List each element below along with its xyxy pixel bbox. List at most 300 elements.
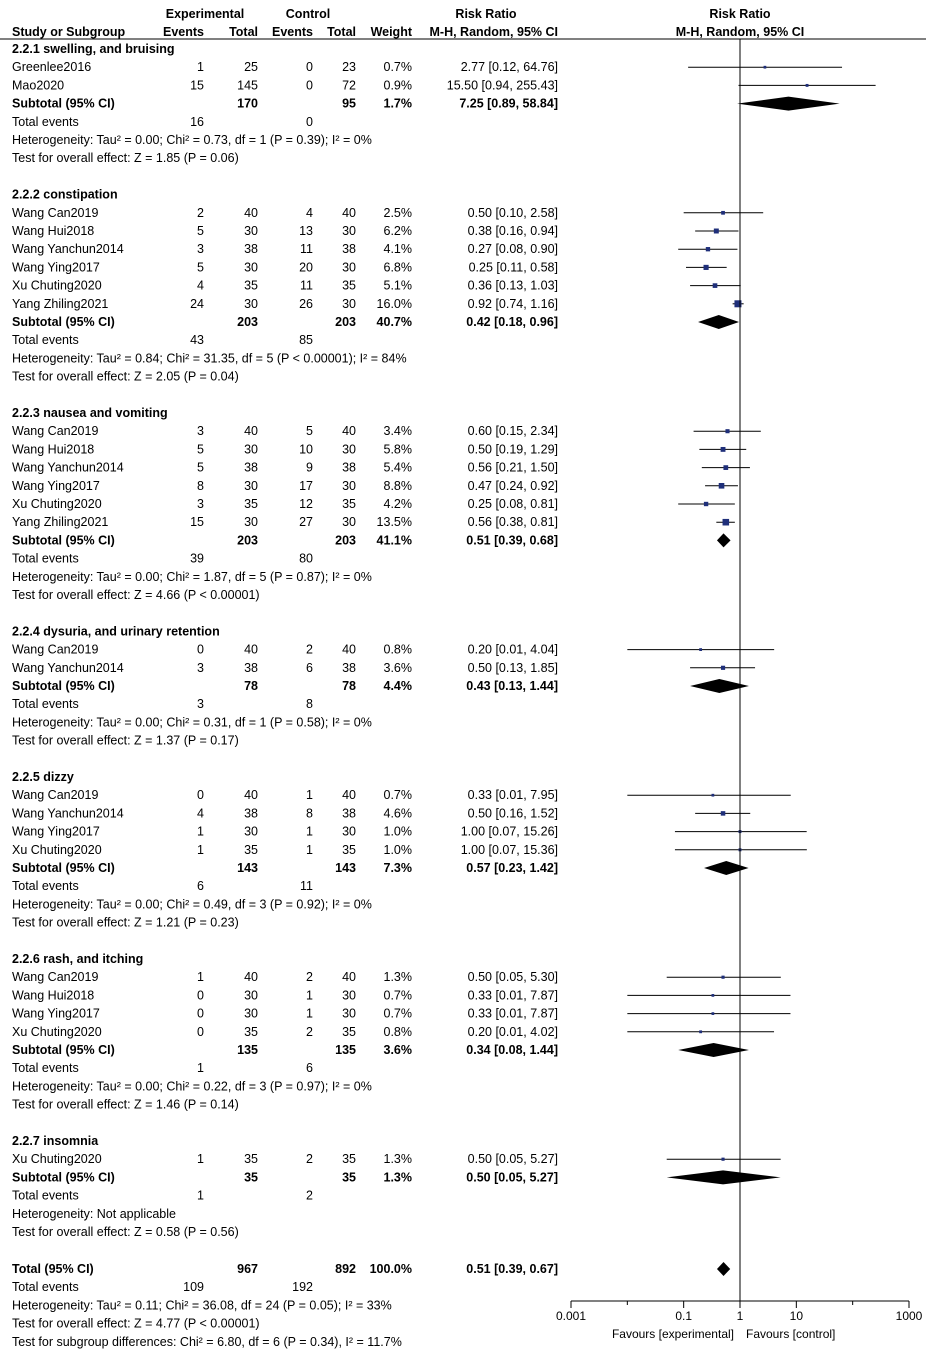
study-exp-events: 4: [197, 278, 204, 293]
study-ci-text: 0.20 [0.01, 4.02]: [467, 1024, 558, 1039]
header-exp-total: Total: [229, 25, 258, 39]
footer-line: Test for subgroup differences: Chi² = 6.80, df = 6 (P = 0.34), I² = 11.7%: [12, 1334, 402, 1349]
subtotal-ci-text: 0.50 [0.05, 5.27]: [466, 1170, 558, 1185]
study-ci-text: 0.60 [0.15, 2.34]: [467, 424, 558, 439]
study-exp-events: 3: [197, 424, 204, 439]
header-study: Study or Subgroup: [12, 25, 126, 39]
study-point-marker: [712, 994, 715, 997]
study-exp-total: 40: [244, 642, 258, 657]
study-ctl-events: 2: [306, 970, 313, 985]
study-point-marker: [764, 66, 767, 69]
subtotal-diamond: [717, 533, 731, 547]
subtotal-weight: 1.3%: [383, 1170, 412, 1185]
footer-line: Heterogeneity: Tau² = 0.11; Chi² = 36.08, df = 24 (P = 0.05); I² = 33%: [12, 1298, 392, 1313]
study-exp-total: 38: [244, 460, 258, 475]
study-exp-total: 30: [244, 442, 258, 457]
overall-total-events-exp: 109: [183, 1280, 204, 1295]
study-weight: 0.9%: [383, 78, 412, 93]
study-ctl-total: 35: [342, 1152, 356, 1167]
subtotal-exp-total: 203: [237, 315, 258, 329]
total-events-label: Total events: [12, 697, 79, 712]
study-ctl-total: 30: [342, 515, 356, 530]
total-events-exp: 43: [190, 333, 204, 348]
study-ci-text: 0.92 [0.74, 1.16]: [467, 296, 558, 311]
total-events-label: Total events: [12, 1188, 79, 1203]
study-exp-total: 30: [244, 988, 258, 1003]
study-point-marker: [712, 1012, 715, 1015]
study-point-marker: [706, 247, 710, 251]
study-name: Wang Can2019: [12, 642, 99, 657]
total-events-exp: 16: [190, 114, 204, 129]
subgroup-title: 2.2.4 dysuria, and urinary retention: [12, 624, 220, 639]
overall-effect-text: Test for overall effect: Z = 1.21 (P = 0.23): [12, 915, 239, 930]
subtotal-label: Subtotal (95% CI): [12, 533, 115, 548]
total-events-ctl: 6: [306, 1061, 313, 1076]
study-ctl-events: 10: [299, 442, 313, 457]
total-events-exp: 6: [197, 879, 204, 894]
study-exp-events: 3: [197, 242, 204, 257]
study-exp-total: 40: [244, 205, 258, 220]
study-name: Wang Hui2018: [12, 988, 95, 1003]
study-ctl-events: 0: [306, 60, 313, 75]
study-exp-events: 5: [197, 224, 204, 238]
x-tick-label: 1000: [895, 1309, 923, 1323]
total-events-ctl: 85: [299, 333, 313, 348]
study-ci-text: 0.25 [0.08, 0.81]: [467, 497, 558, 511]
study-ctl-events: 1: [306, 788, 313, 803]
study-point-marker: [719, 483, 725, 489]
study-exp-events: 1: [197, 970, 204, 985]
subtotal-ctl-total: 35: [342, 1170, 356, 1185]
study-exp-events: 3: [197, 660, 204, 675]
overall-effect-text: Test for overall effect: Z = 1.85 (P = 0.06): [12, 151, 239, 166]
study-ctl-events: 1: [306, 1006, 313, 1021]
study-ctl-events: 20: [299, 260, 313, 275]
study-exp-events: 5: [197, 442, 204, 457]
total-events-ctl: 11: [300, 879, 313, 894]
study-ctl-total: 40: [342, 205, 356, 220]
subtotal-ci-text: 7.25 [0.89, 58.84]: [459, 96, 558, 111]
subgroup-title: 2.2.7 insomnia: [12, 1134, 99, 1148]
study-name: Xu Chuting2020: [12, 842, 102, 857]
study-name: Wang Ying2017: [12, 478, 100, 493]
subgroup-title: 2.2.3 nausea and vomiting: [12, 406, 168, 420]
study-ctl-total: 38: [342, 806, 356, 821]
subtotal-exp-total: 135: [237, 1043, 258, 1057]
study-weight: 5.1%: [383, 278, 412, 293]
favours-control-label: Favours [control]: [746, 1327, 836, 1341]
overall-effect-text: Test for overall effect: Z = 2.05 (P = 0.04): [12, 369, 239, 384]
study-exp-events: 1: [197, 60, 204, 75]
study-exp-total: 25: [244, 60, 258, 75]
study-weight: 13.5%: [376, 515, 412, 530]
study-ci-text: 0.36 [0.13, 1.03]: [467, 278, 558, 293]
subtotal-ci-text: 0.51 [0.39, 0.68]: [466, 533, 558, 548]
subtotal-ctl-total: 203: [335, 315, 356, 329]
study-ctl-total: 30: [342, 260, 356, 275]
study-name: Wang Yanchun2014: [12, 806, 124, 821]
study-ctl-total: 35: [342, 842, 356, 857]
study-weight: 16.0%: [376, 296, 412, 311]
study-ctl-total: 38: [342, 660, 356, 675]
study-name: Wang Hui2018: [12, 442, 95, 457]
total-events-exp: 39: [190, 551, 204, 566]
total-weight: 100.0%: [369, 1262, 412, 1276]
study-name: Xu Chuting2020: [12, 278, 102, 293]
subtotal-exp-total: 170: [237, 96, 258, 111]
study-exp-events: 24: [190, 296, 204, 311]
study-exp-total: 35: [244, 1152, 258, 1167]
heterogeneity-text: Heterogeneity: Tau² = 0.00; Chi² = 0.73, df = 1 (P = 0.39); I² = 0%: [12, 133, 372, 147]
subtotal-weight: 41.1%: [376, 533, 412, 548]
total-events-label: Total events: [12, 1061, 79, 1076]
total-ci-text: 0.51 [0.39, 0.67]: [466, 1262, 558, 1276]
study-ctl-total: 30: [342, 224, 356, 238]
study-exp-events: 0: [197, 788, 204, 803]
subtotal-label: Subtotal (95% CI): [12, 679, 115, 693]
study-exp-events: 1: [197, 1152, 204, 1167]
study-name: Wang Ying2017: [12, 824, 100, 839]
total-diamond: [717, 1262, 730, 1276]
study-ctl-events: 8: [306, 806, 313, 821]
study-weight: 6.2%: [383, 224, 412, 238]
study-point-marker: [725, 429, 729, 433]
study-exp-events: 1: [197, 824, 204, 839]
subtotal-weight: 1.7%: [383, 96, 412, 111]
study-exp-total: 30: [244, 478, 258, 493]
study-ctl-total: 30: [342, 988, 356, 1003]
study-name: Yang Zhiling2021: [12, 515, 109, 530]
study-exp-total: 30: [244, 260, 258, 275]
subtotal-label: Subtotal (95% CI): [12, 1170, 115, 1185]
study-exp-events: 1: [197, 842, 204, 857]
total-label: Total (95% CI): [12, 1262, 94, 1276]
study-weight: 6.8%: [383, 260, 412, 275]
study-point-marker: [721, 811, 725, 815]
study-exp-events: 0: [197, 988, 204, 1003]
study-ctl-events: 4: [306, 205, 313, 220]
study-weight: 4.1%: [383, 242, 412, 257]
subtotal-ci-text: 0.34 [0.08, 1.44]: [466, 1043, 558, 1057]
study-ci-text: 0.50 [0.19, 1.29]: [467, 442, 558, 457]
study-exp-total: 30: [244, 296, 258, 311]
study-ci-text: 0.27 [0.08, 0.90]: [467, 242, 558, 257]
study-name: Wang Yanchun2014: [12, 242, 124, 257]
header-ctl-total: Total: [327, 25, 356, 39]
header-method: M-H, Random, 95% CI: [429, 25, 558, 39]
overall-effect-text: Test for overall effect: Z = 0.58 (P = 0.56): [12, 1225, 239, 1239]
study-exp-events: 15: [190, 78, 204, 93]
subtotal-label: Subtotal (95% CI): [12, 1043, 115, 1057]
study-exp-events: 5: [197, 460, 204, 475]
study-ctl-total: 72: [342, 78, 356, 93]
study-ctl-events: 5: [306, 424, 313, 439]
subtotal-exp-total: 143: [237, 861, 258, 875]
subgroup-title: 2.2.6 rash, and itching: [12, 952, 144, 966]
subtotal-ctl-total: 203: [335, 533, 356, 548]
study-name: Yang Zhiling2021: [12, 296, 109, 311]
header-plot-title: Risk Ratio: [709, 7, 771, 21]
header-control: Control: [285, 7, 331, 21]
study-name: Wang Can2019: [12, 424, 99, 439]
study-ctl-events: 1: [306, 824, 313, 839]
study-ctl-events: 1: [306, 988, 313, 1003]
study-ci-text: 0.38 [0.16, 0.94]: [467, 224, 558, 238]
study-exp-total: 40: [244, 970, 258, 985]
total-events-ctl: 80: [299, 551, 313, 566]
study-weight: 0.8%: [383, 1024, 412, 1039]
subtotal-diamond: [737, 97, 840, 111]
study-ci-text: 0.47 [0.24, 0.92]: [467, 478, 558, 493]
subtotal-exp-total: 203: [237, 533, 258, 548]
subtotal-diamond: [698, 315, 739, 329]
subtotal-diamond: [704, 861, 749, 875]
x-tick-label: 1: [736, 1309, 744, 1323]
subtotal-ctl-total: 95: [342, 96, 356, 111]
study-ctl-events: 6: [306, 660, 313, 675]
subtotal-weight: 40.7%: [376, 315, 412, 329]
subtotal-diamond: [678, 1043, 749, 1057]
study-weight: 3.4%: [383, 424, 412, 439]
study-weight: 1.0%: [383, 824, 412, 839]
study-exp-total: 38: [244, 806, 258, 821]
study-weight: 0.7%: [383, 1006, 412, 1021]
study-point-marker: [704, 502, 708, 506]
study-ctl-events: 0: [306, 78, 313, 93]
total-ctl-total: 892: [335, 1262, 356, 1276]
overall-total-events-ctl: 192: [292, 1280, 313, 1295]
header-risk-ratio: Risk Ratio: [455, 7, 517, 21]
study-weight: 0.7%: [383, 788, 412, 803]
total-events-ctl: 0: [306, 114, 313, 129]
study-ctl-total: 38: [342, 460, 356, 475]
x-tick-label: 10: [789, 1309, 804, 1323]
study-name: Wang Ying2017: [12, 1006, 100, 1021]
study-point-marker: [723, 519, 730, 526]
study-ctl-events: 17: [299, 478, 313, 493]
total-events-exp: 3: [197, 697, 204, 712]
study-exp-events: 0: [197, 1006, 204, 1021]
study-ctl-events: 26: [299, 296, 313, 311]
study-exp-events: 0: [197, 1024, 204, 1039]
study-name: Wang Can2019: [12, 788, 99, 803]
study-ctl-events: 27: [299, 515, 313, 530]
study-ctl-total: 40: [342, 424, 356, 439]
subtotal-ci-text: 0.57 [0.23, 1.42]: [466, 861, 558, 875]
study-ci-text: 1.00 [0.07, 15.26]: [460, 824, 558, 839]
study-exp-total: 30: [244, 824, 258, 839]
study-name: Xu Chuting2020: [12, 1024, 102, 1039]
study-ctl-total: 35: [342, 278, 356, 293]
study-ctl-events: 12: [299, 497, 313, 511]
study-weight: 8.8%: [383, 478, 412, 493]
subtotal-ctl-total: 143: [335, 861, 356, 875]
study-exp-total: 30: [244, 515, 258, 530]
x-tick-label: 0.001: [555, 1309, 587, 1323]
total-events-label: Total events: [12, 879, 79, 894]
study-exp-events: 4: [197, 806, 204, 821]
study-point-marker: [721, 976, 724, 979]
study-ctl-total: 35: [342, 1024, 356, 1039]
study-ci-text: 0.50 [0.05, 5.27]: [467, 1152, 558, 1167]
subtotal-exp-total: 35: [244, 1170, 258, 1185]
study-ctl-total: 38: [342, 242, 356, 257]
favours-experimental-label: Favours [experimental]: [611, 1327, 734, 1341]
subtotal-weight: 3.6%: [383, 1043, 412, 1057]
study-ctl-total: 30: [342, 442, 356, 457]
study-ctl-total: 30: [342, 1006, 356, 1021]
study-ctl-total: 30: [342, 824, 356, 839]
study-weight: 0.7%: [383, 988, 412, 1003]
study-ctl-total: 30: [342, 478, 356, 493]
total-events-label: Total events: [12, 114, 79, 129]
heterogeneity-text: Heterogeneity: Tau² = 0.84; Chi² = 31.35, df = 5 (P < 0.00001); I² = 84%: [12, 351, 407, 366]
study-point-marker: [723, 465, 728, 470]
study-ctl-total: 40: [342, 642, 356, 657]
total-events-exp: 1: [197, 1061, 204, 1076]
subtotal-ctl-total: 78: [342, 679, 356, 693]
subtotal-diamond: [667, 1170, 781, 1184]
study-ci-text: 0.50 [0.10, 2.58]: [467, 205, 558, 220]
study-point-marker: [713, 283, 718, 288]
subtotal-label: Subtotal (95% CI): [12, 861, 115, 875]
total-events-label: Total events: [12, 333, 79, 348]
study-weight: 1.3%: [383, 970, 412, 985]
study-ctl-events: 1: [306, 842, 313, 857]
subtotal-label: Subtotal (95% CI): [12, 315, 115, 329]
study-ctl-total: 40: [342, 970, 356, 985]
study-ci-text: 0.56 [0.21, 1.50]: [467, 460, 558, 475]
total-events-label: Total events: [12, 551, 79, 566]
study-exp-total: 40: [244, 788, 258, 803]
study-exp-events: 2: [197, 205, 204, 220]
total-events-ctl: 8: [306, 697, 313, 712]
study-ci-text: 0.50 [0.16, 1.52]: [467, 806, 558, 821]
study-ci-text: 0.56 [0.38, 0.81]: [467, 515, 558, 530]
footer-line: Test for overall effect: Z = 4.77 (P < 0.00001): [12, 1316, 260, 1331]
study-weight: 0.8%: [383, 642, 412, 657]
study-point-marker: [721, 666, 725, 670]
overall-total-events-label: Total events: [12, 1280, 79, 1295]
study-ctl-events: 2: [306, 1024, 313, 1039]
study-exp-total: 30: [244, 224, 258, 238]
heterogeneity-text: Heterogeneity: Tau² = 0.00; Chi² = 1.87, df = 5 (P = 0.87); I² = 0%: [12, 569, 372, 584]
study-ci-text: 0.33 [0.01, 7.87]: [467, 1006, 558, 1021]
study-name: Xu Chuting2020: [12, 1152, 102, 1167]
study-name: Greenlee2016: [12, 60, 92, 75]
study-point-marker: [721, 447, 726, 452]
study-exp-events: 0: [197, 642, 204, 657]
subgroup-title: 2.2.5 dizzy: [12, 770, 74, 784]
study-name: Wang Yanchun2014: [12, 460, 124, 475]
study-weight: 2.5%: [383, 205, 412, 220]
overall-effect-text: Test for overall effect: Z = 1.46 (P = 0.14): [12, 1097, 239, 1112]
heterogeneity-text: Heterogeneity: Tau² = 0.00; Chi² = 0.49, df = 3 (P = 0.92); I² = 0%: [12, 897, 372, 912]
heterogeneity-text: Heterogeneity: Tau² = 0.00; Chi² = 0.31, df = 1 (P = 0.58); I² = 0%: [12, 715, 372, 730]
subtotal-weight: 4.4%: [383, 679, 412, 693]
heterogeneity-text: Heterogeneity: Tau² = 0.00; Chi² = 0.22, df = 3 (P = 0.97); I² = 0%: [12, 1079, 372, 1094]
study-weight: 4.6%: [383, 806, 412, 821]
study-point-marker: [699, 1030, 702, 1033]
study-ctl-total: 30: [342, 296, 356, 311]
heterogeneity-text: Heterogeneity: Not applicable: [12, 1206, 176, 1221]
header-experimental: Experimental: [165, 7, 245, 21]
study-weight: 1.0%: [383, 842, 412, 857]
study-exp-events: 3: [197, 497, 204, 511]
study-name: Wang Can2019: [12, 205, 99, 220]
study-ci-text: 0.50 [0.13, 1.85]: [467, 660, 558, 675]
study-name: Wang Hui2018: [12, 224, 95, 238]
study-ctl-total: 35: [342, 497, 356, 511]
study-weight: 5.4%: [383, 460, 412, 475]
study-exp-total: 38: [244, 242, 258, 257]
study-exp-total: 38: [244, 660, 258, 675]
study-ctl-events: 13: [299, 224, 313, 238]
overall-effect-text: Test for overall effect: Z = 1.37 (P = 0.17): [12, 733, 239, 748]
study-ctl-events: 11: [300, 278, 313, 293]
study-point-marker: [714, 229, 719, 234]
subgroup-title: 2.2.2 constipation: [12, 187, 118, 202]
study-exp-events: 5: [197, 260, 204, 275]
study-point-marker: [721, 211, 725, 215]
study-point-marker: [699, 648, 702, 651]
x-tick-label: 0.1: [675, 1309, 693, 1323]
study-name: Wang Yanchun2014: [12, 660, 124, 675]
study-exp-total: 145: [237, 78, 258, 93]
study-weight: 4.2%: [383, 497, 412, 511]
study-point-marker: [806, 84, 809, 87]
header-ctl-events: Events: [272, 25, 313, 39]
study-ci-text: 1.00 [0.07, 15.36]: [460, 842, 558, 857]
study-weight: 3.6%: [383, 660, 412, 675]
study-ctl-total: 23: [342, 60, 356, 75]
study-ci-text: 0.33 [0.01, 7.95]: [467, 788, 558, 803]
subtotal-exp-total: 78: [244, 679, 258, 693]
total-exp-total: 967: [237, 1262, 258, 1276]
study-ci-text: 0.25 [0.11, 0.58]: [468, 260, 558, 275]
study-ci-text: 0.20 [0.01, 4.04]: [467, 642, 558, 657]
study-point-marker: [704, 265, 709, 270]
study-exp-total: 35: [244, 842, 258, 857]
header-exp-events: Events: [163, 25, 204, 39]
study-exp-total: 40: [244, 424, 258, 439]
header-weight: Weight: [370, 25, 412, 39]
study-ctl-total: 40: [342, 788, 356, 803]
header-plot-method: M-H, Random, 95% CI: [675, 25, 805, 39]
study-point-marker: [721, 1158, 724, 1161]
total-events-ctl: 2: [306, 1188, 313, 1203]
study-exp-events: 8: [197, 478, 204, 493]
overall-effect-text: Test for overall effect: Z = 4.66 (P < 0.00001): [12, 588, 260, 602]
study-name: Mao2020: [12, 78, 65, 93]
study-weight: 1.3%: [383, 1152, 412, 1167]
study-ci-text: 2.77 [0.12, 64.76]: [460, 60, 558, 75]
subtotal-weight: 7.3%: [383, 861, 412, 875]
study-exp-total: 35: [244, 497, 258, 511]
study-ci-text: 15.50 [0.94, 255.43]: [446, 78, 558, 93]
study-name: Xu Chuting2020: [12, 497, 102, 511]
study-ctl-events: 11: [300, 242, 313, 257]
subtotal-ci-text: 0.42 [0.18, 0.96]: [466, 315, 558, 329]
study-weight: 5.8%: [383, 442, 412, 457]
study-ctl-events: 2: [306, 642, 313, 657]
total-events-exp: 1: [197, 1188, 204, 1203]
study-name: Wang Can2019: [12, 970, 99, 985]
study-name: Wang Ying2017: [12, 260, 100, 275]
study-weight: 0.7%: [383, 60, 412, 75]
study-ctl-events: 9: [306, 460, 313, 475]
subtotal-ci-text: 0.43 [0.13, 1.44]: [466, 679, 558, 693]
